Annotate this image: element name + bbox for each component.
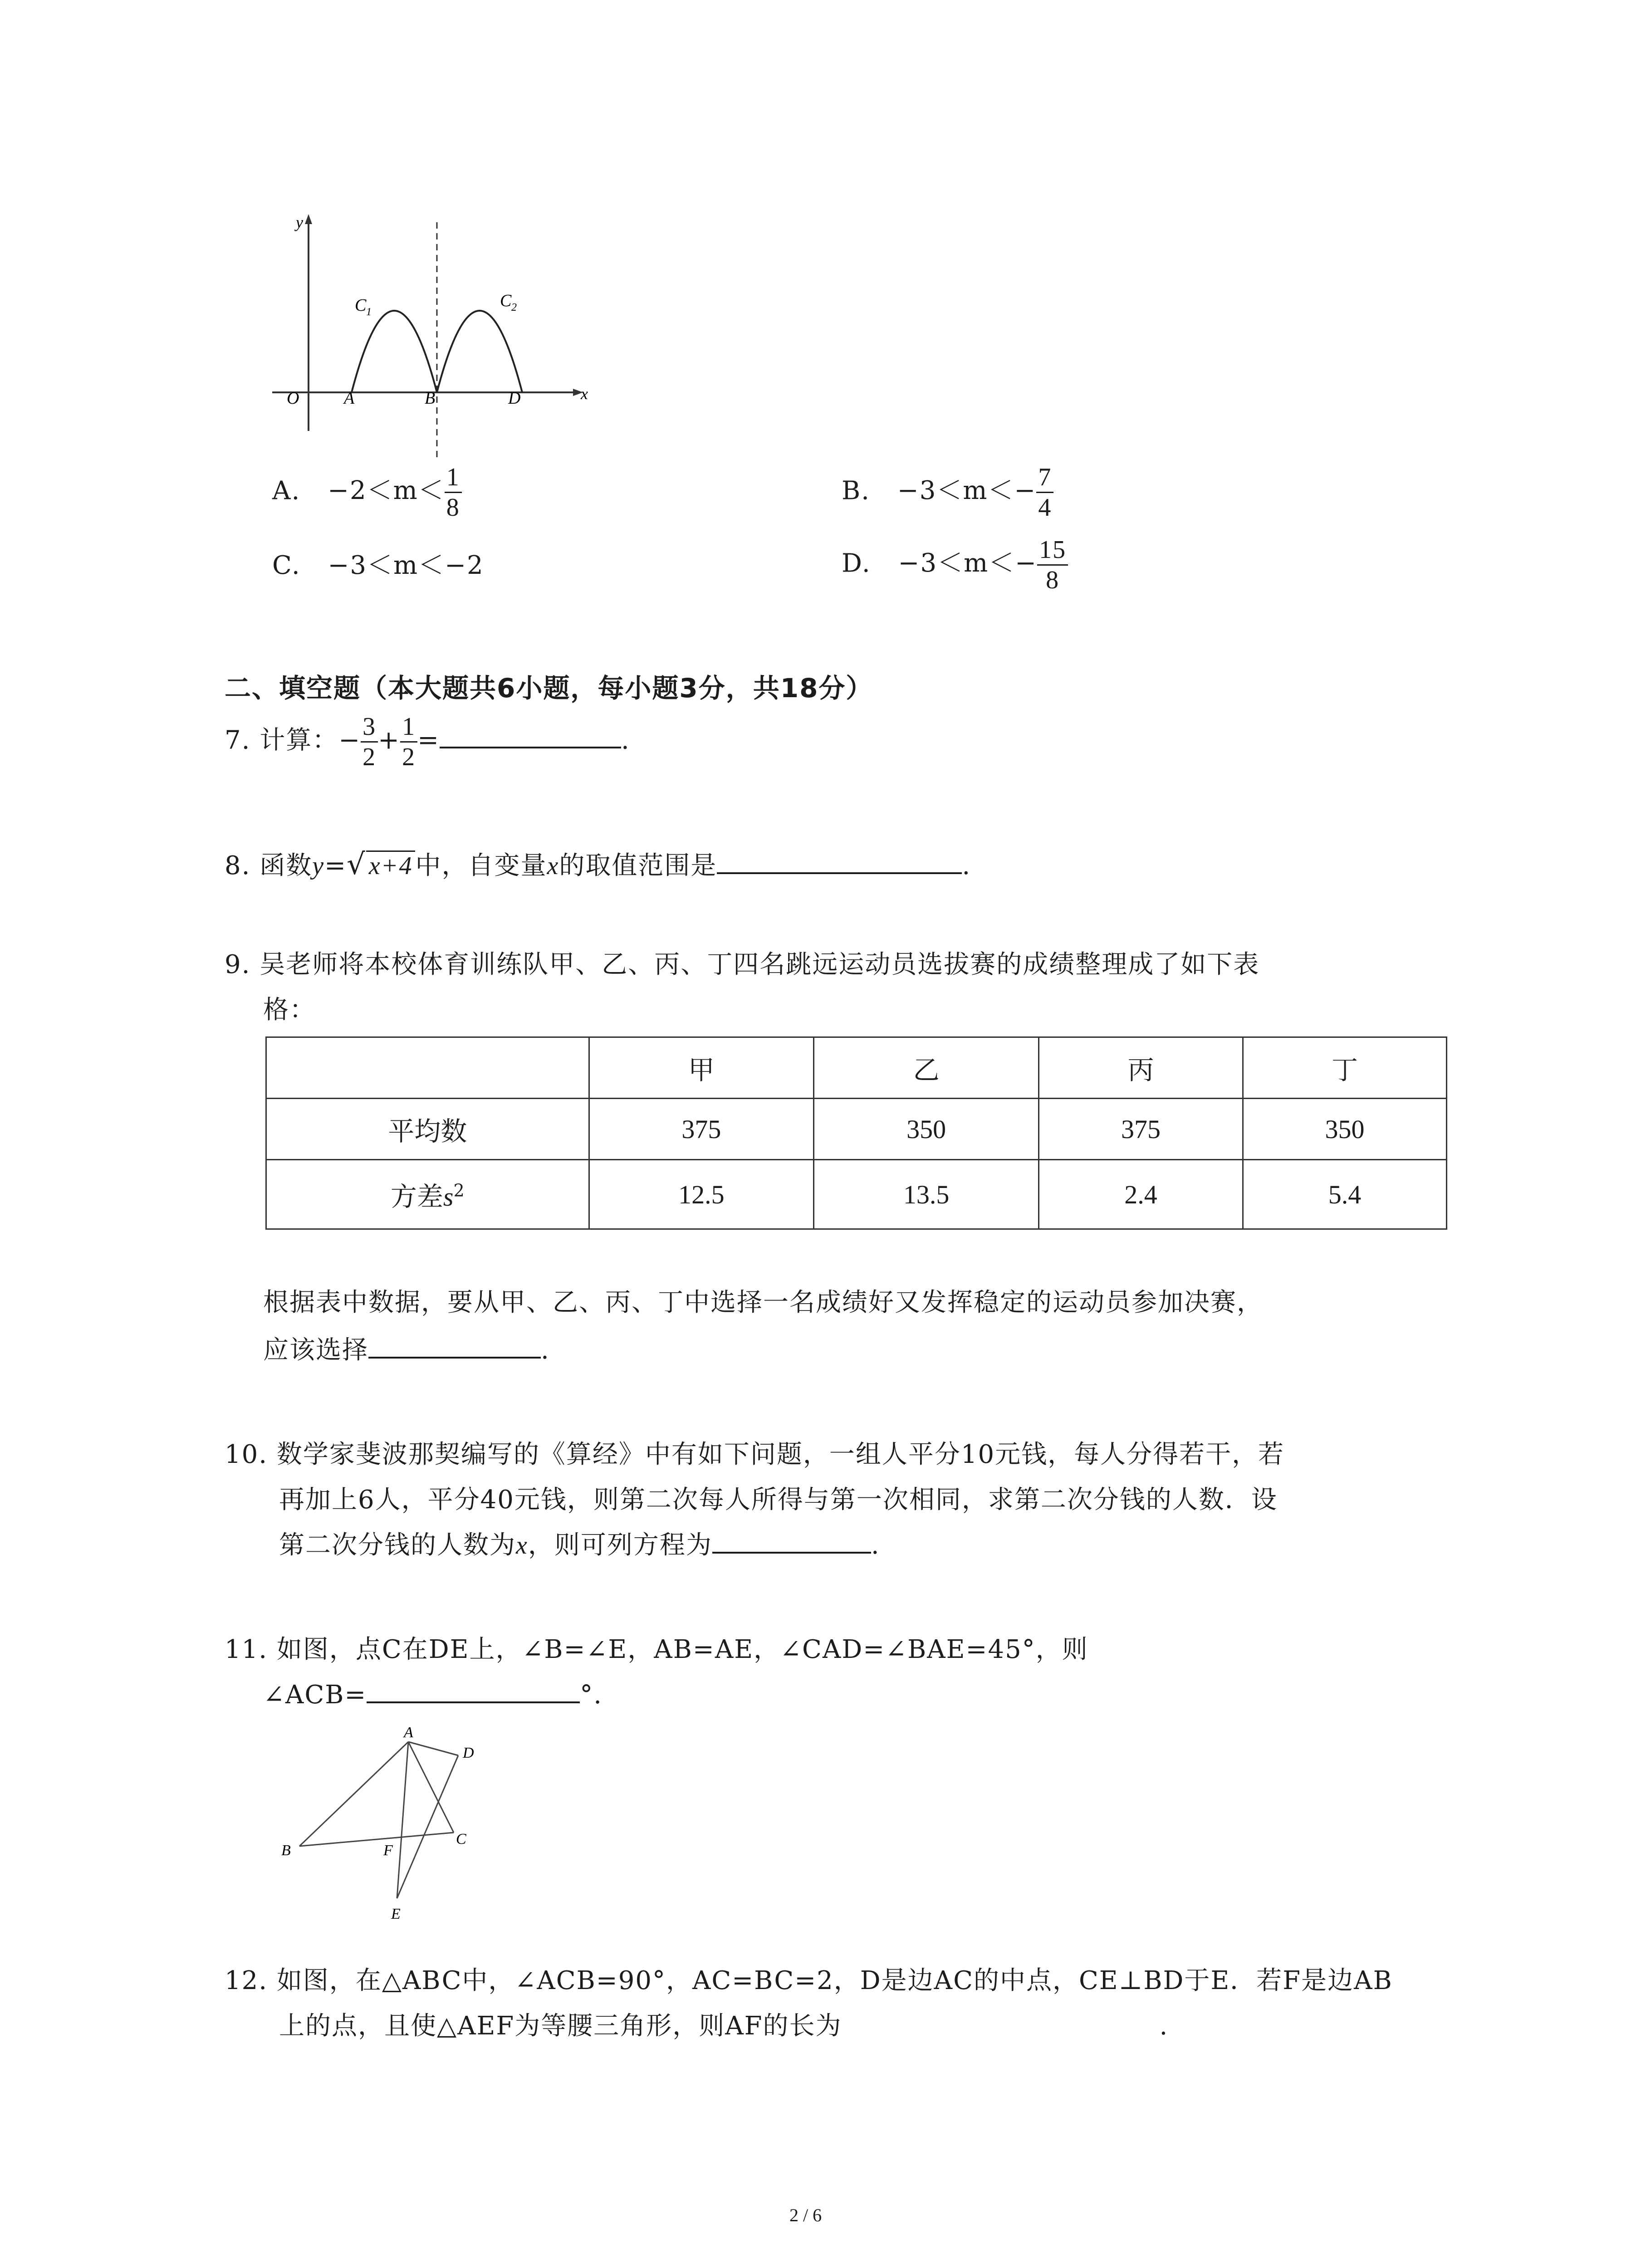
- q10-text: 数学家斐波那契编写的《算经》中有如下问题，一组人平分10元钱，每人分得若干，若: [276, 1440, 1285, 1469]
- origin-label: O: [287, 389, 299, 408]
- question-7: [225, 712, 630, 772]
- option-expr: −2＜m＜: [328, 476, 445, 506]
- parabola-graph: [263, 209, 608, 463]
- header-cell: [266, 1037, 589, 1099]
- answer-blank[interactable]: [440, 727, 621, 748]
- period: .: [871, 1530, 880, 1560]
- q8-text-1: 函数: [260, 851, 313, 880]
- label-a: A: [404, 1724, 413, 1741]
- q9-text: 吴老师将本校体育训练队甲、乙、丙、丁四名跳远运动员选拔赛的成绩整理成了如下表: [260, 950, 1260, 979]
- period: .: [1159, 2011, 1169, 2041]
- question-10-line-1: [225, 1440, 1284, 1469]
- period: .: [541, 1335, 550, 1365]
- q9-after-text: 应该选择: [263, 1335, 368, 1365]
- question-number: 12.: [225, 1966, 268, 1995]
- numerator: 7: [1036, 463, 1053, 493]
- question-9-line-1: [225, 950, 1259, 979]
- option-expr: −3＜m＜−2: [328, 551, 484, 580]
- y-axis-label: y: [296, 213, 303, 231]
- table-row: [266, 1160, 1447, 1229]
- header-cell: 甲: [589, 1037, 814, 1099]
- table-header-row: [266, 1037, 1447, 1099]
- numerator: 3: [361, 712, 378, 743]
- point-a-label: A: [344, 389, 355, 408]
- denominator: 2: [362, 743, 377, 772]
- numerator: 1: [400, 712, 417, 743]
- table-cell: 375: [589, 1099, 814, 1160]
- q11-text-2: ∠ACB=: [263, 1680, 367, 1710]
- line-bc: [299, 1833, 454, 1846]
- row-label: [266, 1160, 589, 1229]
- q12-text: 如图，在△ABC中，∠ACB=90°，AC=BC=2，D是边AC的中点，CE⊥BD于E．若F是边AB: [276, 1966, 1393, 1995]
- denominator: 8: [1046, 566, 1060, 595]
- var-s: s: [443, 1182, 454, 1212]
- triangle-figure: [272, 1719, 526, 1928]
- x-axis-label: x: [581, 385, 588, 403]
- answer-blank[interactable]: [717, 852, 962, 874]
- table-cell: 375: [1038, 1099, 1243, 1160]
- question-9-line-2: 格：: [263, 995, 316, 1025]
- fraction: [1037, 535, 1068, 595]
- period: .: [621, 725, 630, 755]
- var-x: x: [547, 852, 559, 880]
- q8-text-3: 的取值范围是: [559, 851, 717, 880]
- table-cell: 2.4: [1038, 1160, 1243, 1229]
- option-expr: −3＜m＜−: [897, 476, 1037, 506]
- table-cell: 350: [814, 1099, 1039, 1160]
- question-10-line-2: 再加上6人，平分40元钱，则第二次每人所得与第一次相同，求第二次分钱的人数．设: [279, 1485, 1278, 1515]
- var-x: x: [516, 1531, 528, 1559]
- page-number: 2 / 6: [789, 2205, 822, 2225]
- label-e: E: [391, 1906, 401, 1922]
- fraction: [1036, 463, 1053, 523]
- score-table: [265, 1036, 1447, 1230]
- question-12-line-2: [279, 2012, 1168, 2041]
- option-c: [272, 551, 484, 580]
- var-y: y: [312, 852, 325, 880]
- q11-text: 如图，点C在DE上，∠B=∠E，AB=AE，∠CAD=∠BAE=45°，则: [276, 1635, 1088, 1664]
- table-cell: 350: [1243, 1099, 1446, 1160]
- equals-sign: =: [324, 851, 347, 880]
- question-number: 10.: [225, 1440, 268, 1469]
- option-label: C.: [272, 551, 301, 580]
- option-expr: −3＜m＜−: [898, 548, 1038, 578]
- q12-text-2: 上的点，且使△AEF为等腰三角形，则AF的长为: [279, 2011, 842, 2041]
- answer-blank[interactable]: [367, 1681, 580, 1703]
- curve-c2: [437, 311, 522, 392]
- curve-c1: [352, 311, 437, 392]
- section-heading: 二、填空题（本大题共6小题，每小题3分，共18分）: [225, 673, 873, 704]
- label-c: C: [456, 1831, 466, 1848]
- question-8: [225, 848, 971, 882]
- fraction-2: [400, 712, 417, 772]
- table-cell: 12.5: [589, 1160, 814, 1229]
- row-label-text: 方差: [390, 1181, 443, 1212]
- sqrt-sign: √: [347, 848, 366, 881]
- question-10-line-3: [279, 1531, 880, 1560]
- row-label: 平均数: [266, 1099, 589, 1160]
- label-f: F: [383, 1842, 393, 1859]
- question-number: 7.: [225, 725, 251, 755]
- answer-blank[interactable]: [368, 1337, 541, 1359]
- question-number: 9.: [225, 950, 251, 979]
- fraction: [445, 463, 462, 523]
- point-d-label: D: [508, 389, 521, 408]
- q10-text-a: 第二次分钱的人数为: [279, 1530, 516, 1560]
- option-b: [842, 463, 1053, 523]
- table-row: [266, 1099, 1447, 1160]
- question-9-line-4: [263, 1336, 550, 1365]
- question-11-line-2: [263, 1681, 603, 1710]
- q7-prefix: 计算：−: [260, 725, 361, 755]
- curve-c1-subscript: 1: [366, 306, 372, 318]
- option-d: [842, 535, 1068, 595]
- header-cell: 乙: [814, 1037, 1039, 1099]
- denominator: 8: [446, 494, 460, 522]
- q10-text-b: ，则可列方程为: [528, 1530, 712, 1560]
- line-ab: [299, 1742, 408, 1846]
- answer-blank[interactable]: [712, 1532, 871, 1554]
- curve-c2-subscript: 2: [511, 302, 517, 313]
- denominator: 2: [402, 743, 416, 772]
- header-cell: 丁: [1243, 1037, 1446, 1099]
- header-cell: 丙: [1038, 1037, 1243, 1099]
- table-cell: 13.5: [814, 1160, 1039, 1229]
- question-number: 11.: [225, 1635, 268, 1664]
- option-a: [272, 463, 462, 523]
- point-b-label: B: [425, 389, 436, 408]
- y-axis-arrow: [305, 214, 312, 224]
- option-label: B.: [842, 476, 870, 506]
- plus-sign: +: [378, 725, 401, 755]
- equals-sign: =: [417, 725, 440, 755]
- denominator: 4: [1038, 494, 1052, 522]
- question-12-line-1: [225, 1966, 1393, 1995]
- superscript: 2: [453, 1180, 465, 1201]
- line-ad: [408, 1742, 458, 1755]
- label-b: B: [281, 1842, 291, 1859]
- numerator: 1: [445, 463, 462, 493]
- period: .: [962, 851, 971, 880]
- table-cell: 5.4: [1243, 1160, 1446, 1229]
- option-label: A.: [272, 476, 301, 506]
- curve-c1-label: C: [355, 296, 367, 315]
- question-number: 8.: [225, 851, 251, 880]
- fraction-1: [361, 712, 378, 772]
- label-d: D: [463, 1745, 474, 1761]
- radicand: x+4: [366, 850, 416, 880]
- question-11-line-1: [225, 1635, 1088, 1664]
- curve-c2-label: C: [500, 291, 512, 310]
- question-9-line-3: 根据表中数据，要从甲、乙、丙、丁中选择一名成绩好又发挥稳定的运动员参加决赛，: [263, 1288, 1263, 1317]
- degree-period: °.: [580, 1680, 603, 1710]
- numerator: 15: [1037, 535, 1068, 566]
- q8-text-2: 中，自变量: [415, 851, 547, 880]
- option-label: D.: [842, 548, 871, 578]
